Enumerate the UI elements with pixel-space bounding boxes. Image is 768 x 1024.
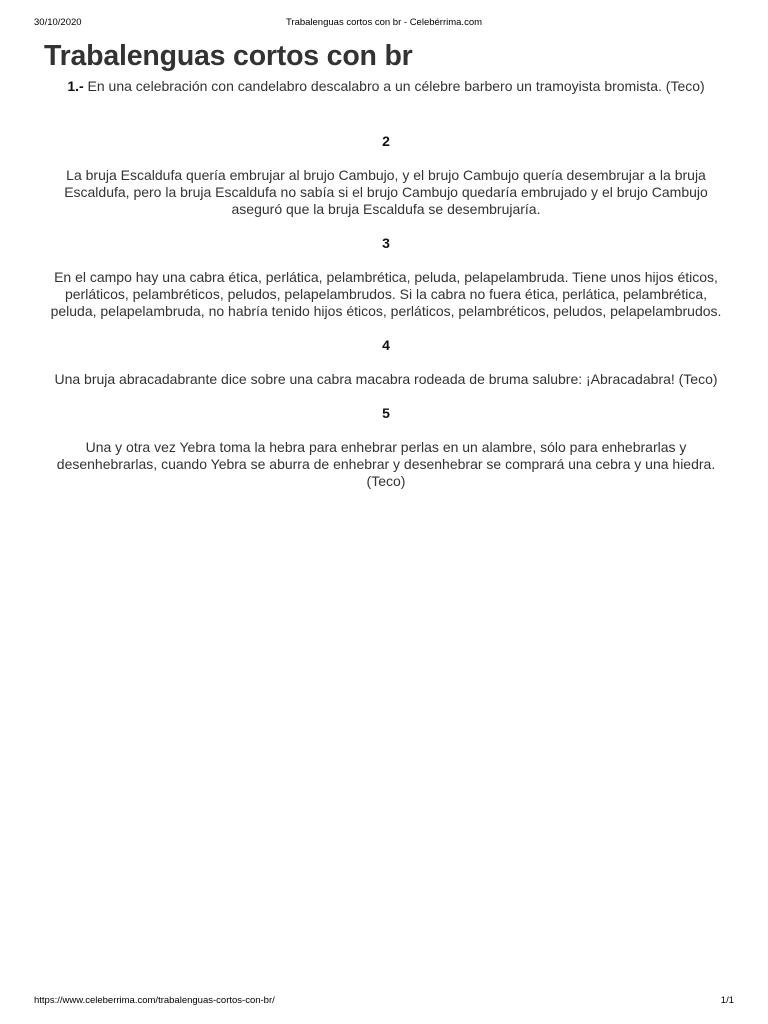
- print-document-title: Trabalenguas cortos con br - Celebérrima.com: [285, 17, 483, 28]
- item-number-5: 5: [382, 405, 390, 421]
- print-date: 30/10/2020: [34, 17, 82, 28]
- page-number: 1/1: [720, 995, 734, 1006]
- print-header: [34, 17, 734, 31]
- item-text-2: La bruja Escaldufa quería embrujar al brujo Cambujo, y el brujo Cambujo quería desembrujar a la bruja Escaldufa, pero la bruja Escaldufa no sabía si el brujo Cambujo quedaría embrujado y el brujo Cambujo aseguró que la bruja Escaldufa se desembrujaría.: [64, 167, 708, 217]
- item-text-1: En una celebración con candelabro descalabro a un célebre barbero un tramoyista bromista. (Teco): [87, 78, 705, 94]
- item-text-5: Una y otra vez Yebra toma la hebra para enhebrar perlas en un alambre, sólo para enhebrarlas y desenhebrarlas, cuando Yebra se aburra de enhebrar y desenhebrar se comprará una cebra y una hiedra. (Teco): [56, 439, 716, 489]
- item-text-4: Una bruja abracadabrante dice sobre una cabra macabra rodeada de bruma salubre: ¡Abracadabra! (Teco): [54, 371, 718, 387]
- item-number-3: 3: [382, 235, 390, 251]
- page-url: https://www.celeberrima.com/trabalenguas-cortos-con-br/: [34, 995, 275, 1006]
- print-footer: [34, 995, 734, 1009]
- item-number-1: 1.-: [67, 78, 84, 94]
- item-text-3: En el campo hay una cabra ética, perlática, pelambrética, peluda, pelapelambruda. Tiene unos hijos éticos, perláticos, pelambréticos, peludos, pelapelambrudos. Si la cabra no fuera ética, perlática, pelambrética, peluda, pelapelambruda, no habría tenido hijos éticos, perláticos, pelambréticos, peludos, pelapelambrudos.: [50, 269, 722, 319]
- article-content: [44, 38, 728, 490]
- item-number-4: 4: [382, 337, 390, 353]
- tongue-twister-1: [44, 78, 728, 95]
- item-number-2: 2: [382, 133, 390, 149]
- page-title: Trabalenguas cortos con br: [44, 40, 413, 72]
